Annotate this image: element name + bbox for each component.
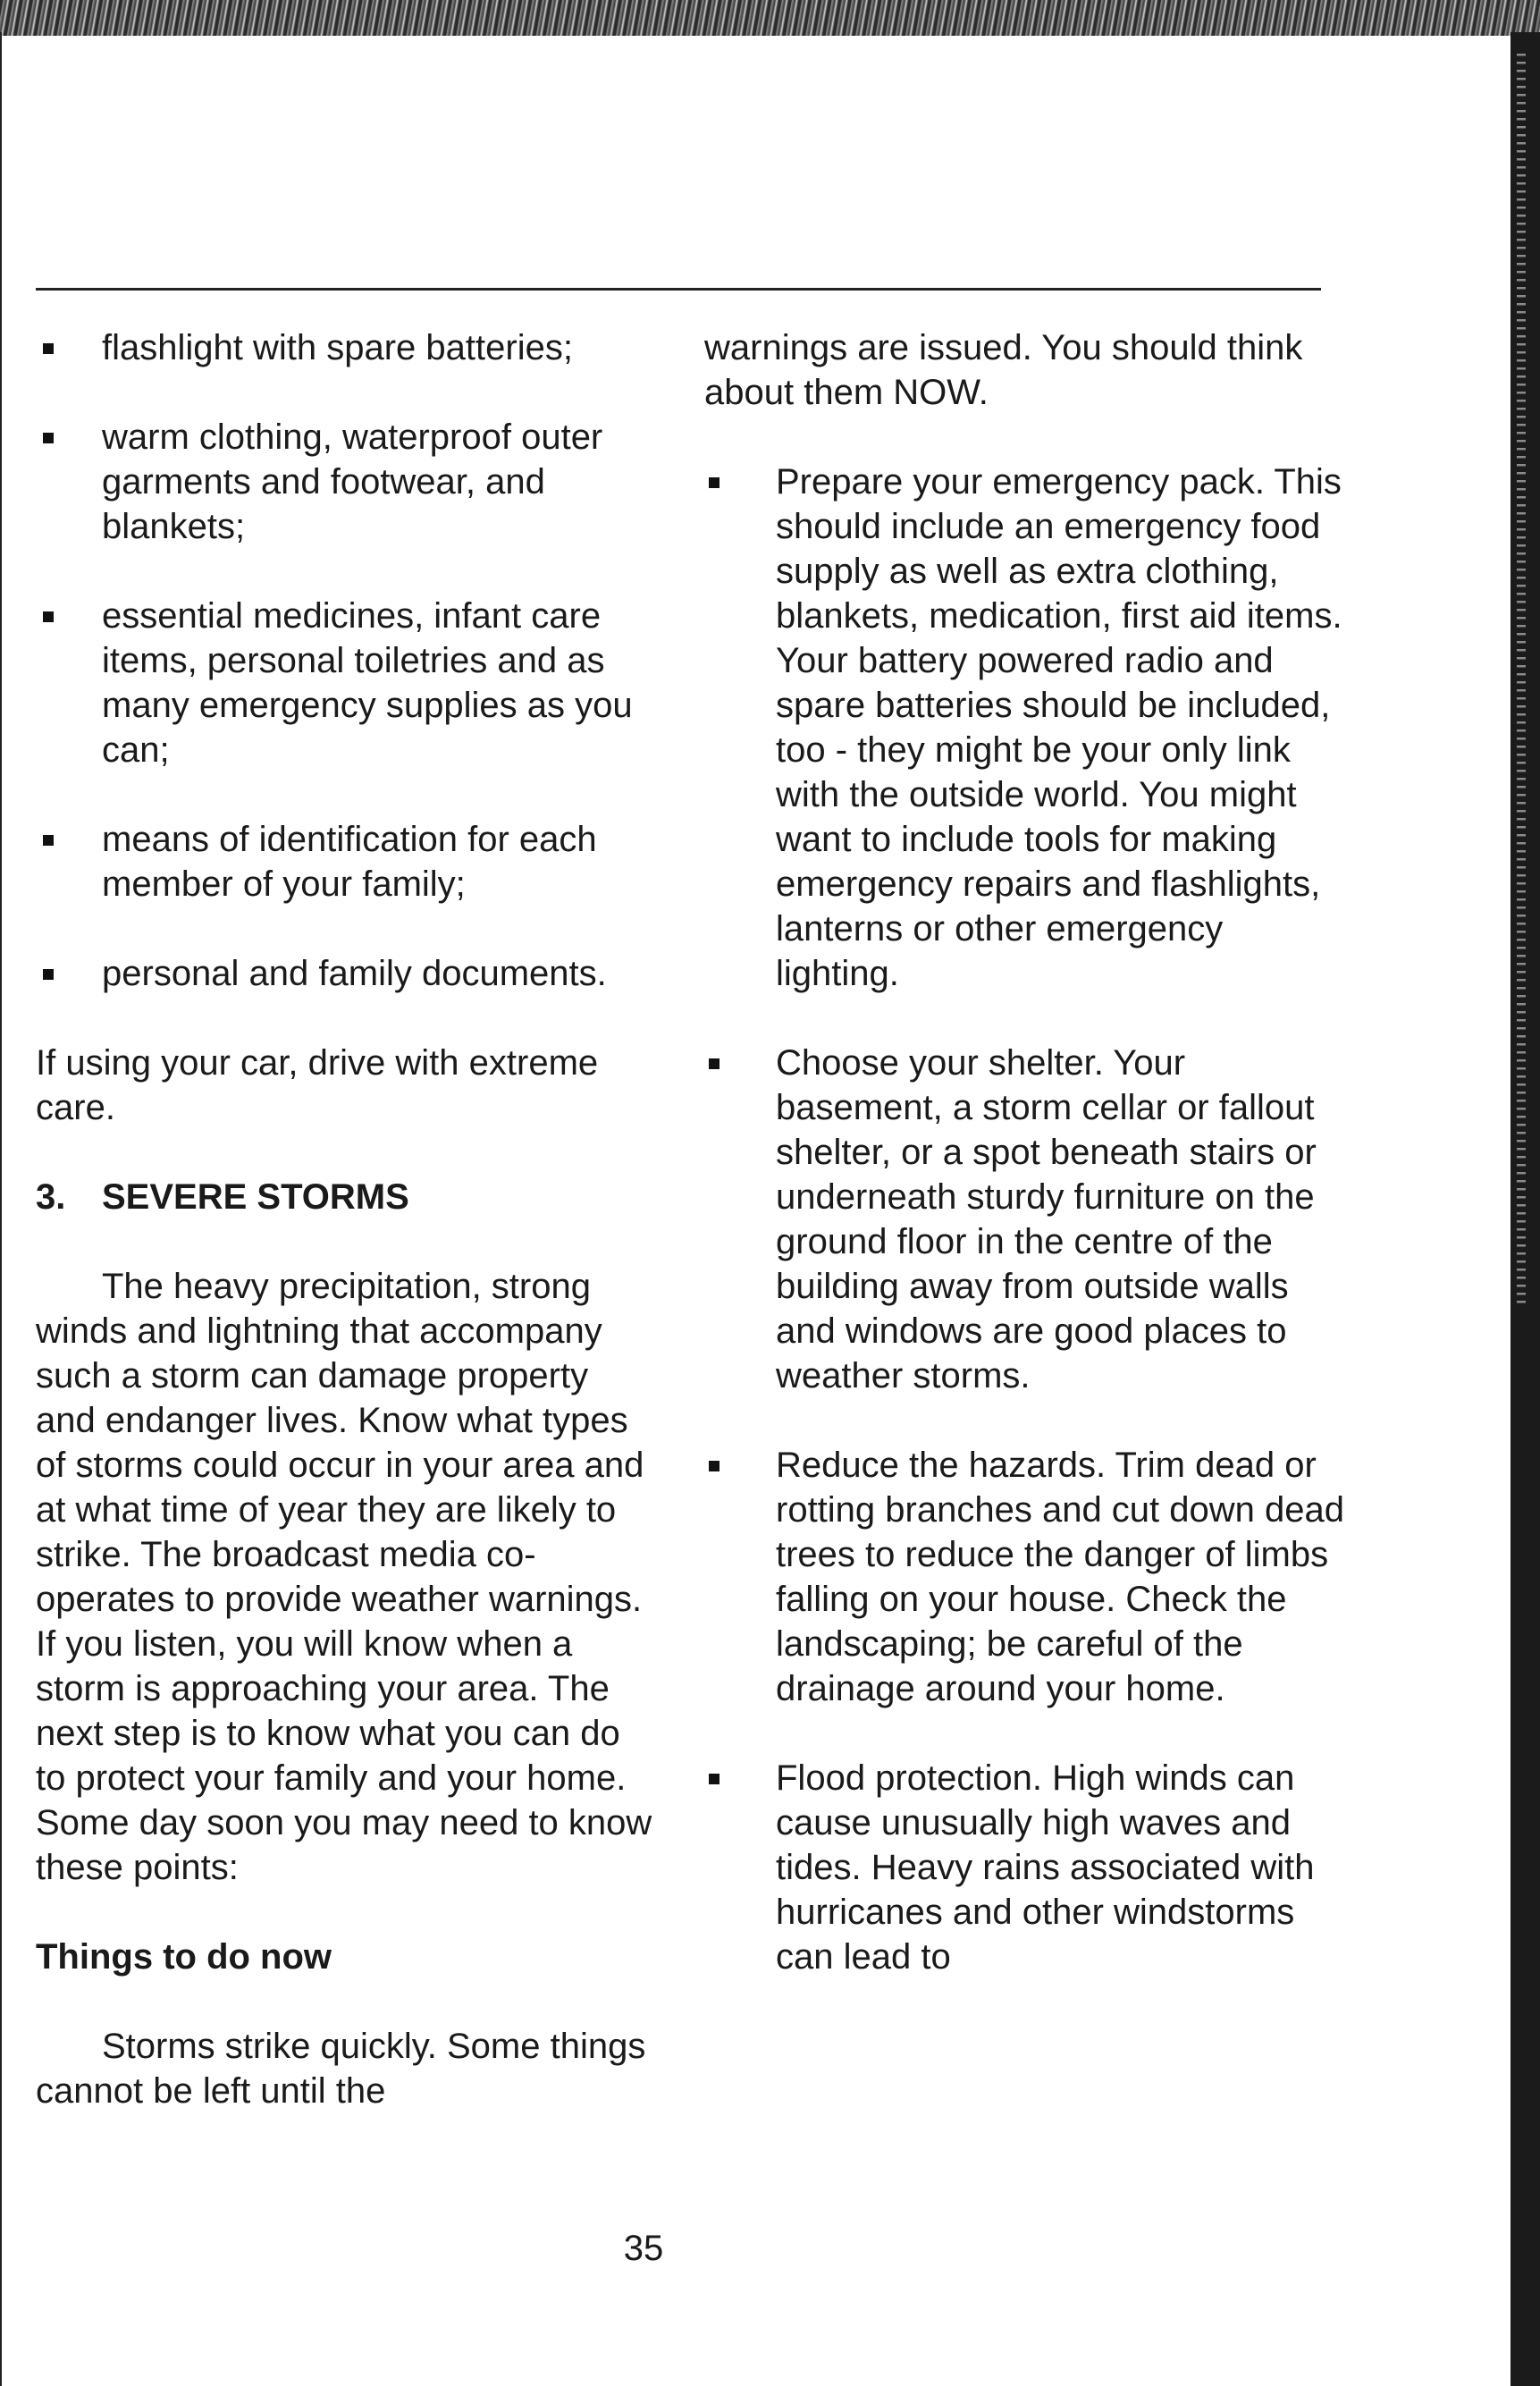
subsection-heading: Things to do now bbox=[36, 1937, 332, 1977]
subsection-body: Storms strike quickly. Some things cannot be left until the bbox=[36, 2027, 646, 2111]
section-heading bbox=[36, 1175, 652, 1219]
page-number: 35 bbox=[623, 2229, 664, 2268]
bullet-item bbox=[704, 1756, 1348, 1979]
bullet-item bbox=[36, 325, 652, 370]
scan-border-texture bbox=[1517, 54, 1526, 1305]
bullet-square-icon bbox=[43, 343, 54, 354]
header-rule bbox=[36, 288, 1321, 291]
bullet-item bbox=[36, 415, 652, 549]
bullet-square-icon bbox=[43, 611, 54, 622]
bullet-square-icon bbox=[43, 835, 54, 846]
right-column bbox=[704, 325, 1348, 2024]
bullet-item bbox=[36, 594, 652, 772]
bullet-square-icon bbox=[709, 477, 720, 488]
bullet-text: flashlight with spare batteries; bbox=[102, 328, 573, 367]
bullet-square-icon bbox=[709, 1058, 720, 1069]
bullet-item bbox=[704, 1041, 1348, 1398]
bullet-item bbox=[36, 817, 652, 906]
bullet-text: essential medicines, infant care items, personal toiletries and as many emergency supplies as you can; bbox=[102, 596, 633, 770]
bullet-text: Flood protection. High winds can cause unusually high waves and tides. Heavy rains associated with hurricanes and other windstorms can lead to bbox=[776, 1758, 1315, 1977]
scan-border-top bbox=[0, 0, 1540, 36]
section-title: SEVERE STORMS bbox=[102, 1177, 409, 1217]
bullet-square-icon bbox=[43, 433, 54, 443]
left-column bbox=[36, 325, 652, 2158]
section-number: 3. bbox=[36, 1177, 66, 1217]
bullet-text: personal and family documents. bbox=[102, 954, 607, 993]
bullet-text: means of identification for each member of your family; bbox=[102, 820, 597, 904]
continuation-text: warnings are issued. You should think about them NOW. bbox=[704, 328, 1303, 412]
bullet-item bbox=[704, 459, 1348, 996]
bullet-text: Prepare your emergency pack. This should include an emergency food supply as well as extra clothing, blankets, medication, first aid items. Your battery powered radio and spare batteries should be included, too - they might be your only link with the outside world. You might want to include tools for making emergency repairs and flashlights, lanterns or other emergency lighting. bbox=[776, 462, 1342, 993]
bullet-square-icon bbox=[709, 1461, 720, 1471]
car-note: If using your car, drive with extreme care. bbox=[36, 1043, 599, 1127]
bullet-text: Reduce the hazards. Trim dead or rotting branches and cut down dead trees to reduce the danger of limbs falling on your house. Check the landscaping; be careful of the drainage around your home. bbox=[776, 1446, 1344, 1708]
scan-edge-left bbox=[0, 32, 2, 2386]
bullet-item bbox=[704, 1443, 1348, 1711]
section-body: The heavy precipitation, strong winds and lightning that accompany such a storm can damage property and endanger lives. Know what types of storms could occur in your area and at what time of year they are likely to strike. The broadcast media co-operates to provide weather warnings. If you listen, you will know when a storm is approaching your area. The next step is to know what you can do to protect your family and your home. Some day soon you may need to know these points: bbox=[36, 1267, 652, 1887]
bullet-text: warm clothing, waterproof outer garments and footwear, and blankets; bbox=[102, 417, 603, 546]
bullet-square-icon bbox=[43, 969, 54, 980]
bullet-item bbox=[36, 951, 652, 996]
bullet-square-icon bbox=[709, 1774, 720, 1784]
bullet-text: Choose your shelter. Your basement, a storm cellar or fallout shelter, or a spot beneath stairs or underneath sturdy furniture on the ground floor in the centre of the building away from outside walls and windows are good places to weather storms. bbox=[776, 1043, 1317, 1395]
